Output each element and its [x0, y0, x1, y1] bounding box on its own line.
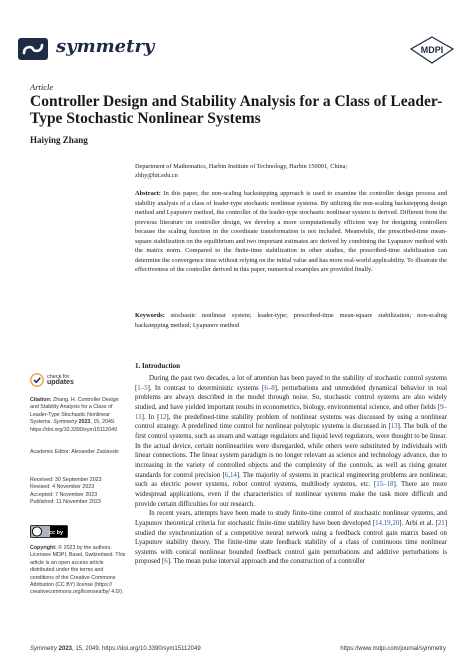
citation-link[interactable]: 6	[224, 471, 229, 479]
keywords	[135, 311, 447, 330]
affiliation	[135, 163, 445, 180]
paper-title: Controller Design and Stability Analysis for a Class of Leader-Type Stochastic Nonlinear Systems	[30, 93, 443, 127]
copyright-text: © 2023 by the authors. Licensee MDPI, Basel, Switzerland. This article is an open access article distributed under the terms and conditions of the Creative Commons Attribution (CC BY) license (https:// creativecommons.org/licenses/by/ 4.0/).	[30, 545, 126, 596]
mdpi-logo-icon	[410, 36, 454, 64]
revised-date: Revised: 4 November 2023	[30, 484, 95, 491]
citation-link[interactable]: 6–8	[264, 384, 275, 392]
publisher-logo-text: MDPI	[420, 45, 444, 55]
citation-journal: Symmetry	[53, 419, 78, 426]
accepted-date: Accepted: 7 November 2023	[30, 491, 98, 498]
citation-text: Zhang, H. Controller Design and Stability Analysis for a Class of Leader-Type Stochastic Nonlinear Systems.	[30, 397, 119, 426]
citation-link[interactable]: 12	[159, 413, 167, 421]
journal-name: symmetry	[56, 36, 155, 57]
symmetry-logo-icon	[18, 38, 48, 60]
updates-label: updates	[47, 379, 74, 386]
check-label: check for	[47, 374, 70, 380]
article-type: Article	[30, 82, 54, 92]
citation-label: Citation:	[30, 397, 52, 403]
author-email[interactable]: zhhy@hit.edu.cn	[135, 171, 178, 179]
citation-link[interactable]: 9–11	[135, 403, 447, 421]
abstract-text: In this paper, the non-scaling backstepping approach is used to examine the controller design process and stability analysis of a class of leader-type stochastic nonlinear systems. By utilizing the non-scaling backstepping design method and Lyapunov method, the controller of the leader-type stochastic nonlinear system is derived. Different from the previous literature on controller design, we develop a more computationally efficient way for designing controllers because the scaling function in the coordinate transformation is not included. Meanwhile, the prescribed-time mean-square stabilization on the equilibrium and two important estimates are derived by combining the Lyapunov method with the matrix norm. Compared to the finite-time stabilization in other studies, the prescribed-time stabilization can determine the convergence time without relying on the initial value and has more real-world applicability. To illustrate the effectiveness of the controller derived in this paper, numerical examples are provided finally.	[135, 190, 447, 273]
paragraph: During the past two decades, a lot of attention has been payed to the stability of stochastic control systems [1–5]. In contrast to deterministic systems [6–8], perturbations and unmodeled dynamical behavior in real problems are always described in the model through noise. So, stochastic control systems are also widely studied, and have yielded important results in econometrics, biology, environmental science, and other fields [9–11]. In [12], the predefined-time stability problem of nonlinear systems was discussed by using a nonlinear control strategy. A predefined time control for nonlinear polytopic systems is discussed in [13]. The bulk of the first control systems, such as steam and wattage regulators and liquid level regulators, were thought to be linear. In the actual device, certain nonlinearities were disregarded, while others were substituted by individuals with linear connections. The linear system paradigm is no longer relevant as science and technology advance, due to increasing in the variety of controlled objects and the complexity of the controls, as well as rising greater standards for control precision [6,14]. The majority of systems in practical engineering problems are nonlinear, such as electric power systems, robot control systems, multibody systems, etc. [15–18]. There are more widespread applications, even if the characteristics of nonlinear systems make the task more difficult and provide certain difficulties for our research.	[135, 375, 448, 508]
citation-link[interactable]: 14	[229, 471, 237, 479]
copyright-label: Copyright:	[30, 545, 57, 551]
published-date: Published: 11 November 2023	[30, 499, 101, 506]
publication-dates	[30, 477, 126, 507]
check-for-updates-icon	[30, 373, 44, 387]
cc-by-license-icon[interactable]	[30, 525, 68, 538]
footer-journal: Symmetry	[30, 646, 57, 652]
paragraph: In recent years, attempts have been made to study finite-time control of stochastic nonlinear systems, and Lyapunov theoretical criteria for stochastic finite-time stability have been developed [14,19,20]. Arbi et al. [21] studied the synchronization of a competitive neural network using a feedback control gain matrix based on Lyapunov stability theory. The finite-time state feedback stability of a class of continuous time nonlinear systems with conical nonlinear bounded feedback control gain perturbations and additive perturbations is proposed [6]. The mean pulse interval approach and the construction of a controller	[135, 510, 447, 566]
citation-link[interactable]: 13	[390, 423, 398, 431]
footer-citation	[30, 646, 201, 652]
citation-link[interactable]: 6	[164, 558, 168, 566]
cc-license-text: cc by	[48, 530, 64, 536]
citation-link[interactable]: 14,19,20	[375, 519, 400, 527]
citation-year: 2023	[77, 419, 91, 426]
section-heading: 1. Introduction	[135, 362, 180, 370]
keywords-text: stochastic nonlinear system; leader-type; prescribed-time mean-square stabilization; non-scaling backstepping method; Lyapunov method	[135, 312, 447, 329]
keywords-label: Keywords:	[135, 312, 165, 319]
abstract-label: Abstract:	[135, 190, 161, 197]
footer-year: 2023	[57, 646, 73, 652]
citation-link[interactable]: 1–5	[137, 384, 148, 392]
academic-editor: Academic Editor: Alexander Zaslavski	[30, 449, 119, 455]
abstract	[135, 189, 447, 275]
author-list: Haiying Zhang	[30, 135, 88, 145]
affiliation-line: Department of Mathematics, Harbin Institute of Technology, Harbin 150001, China;	[135, 163, 348, 170]
body-text	[135, 374, 447, 567]
citation-link[interactable]: 15–18	[376, 481, 394, 489]
citation-doi[interactable]: , 15, 2049. https://doi.org/10.3390/sym15112049	[30, 419, 118, 433]
footer-doi[interactable]: , 15, 2049. https://doi.org/10.3390/sym15112049	[72, 646, 201, 652]
citation-link[interactable]: 21	[437, 519, 445, 527]
check-for-updates-button[interactable]	[30, 372, 90, 390]
citation	[30, 397, 126, 434]
received-date: Received: 30 September 2023	[30, 477, 102, 483]
footer-website[interactable]: https://www.mdpi.com/journal/symmetry	[340, 646, 446, 652]
copyright	[30, 545, 126, 597]
